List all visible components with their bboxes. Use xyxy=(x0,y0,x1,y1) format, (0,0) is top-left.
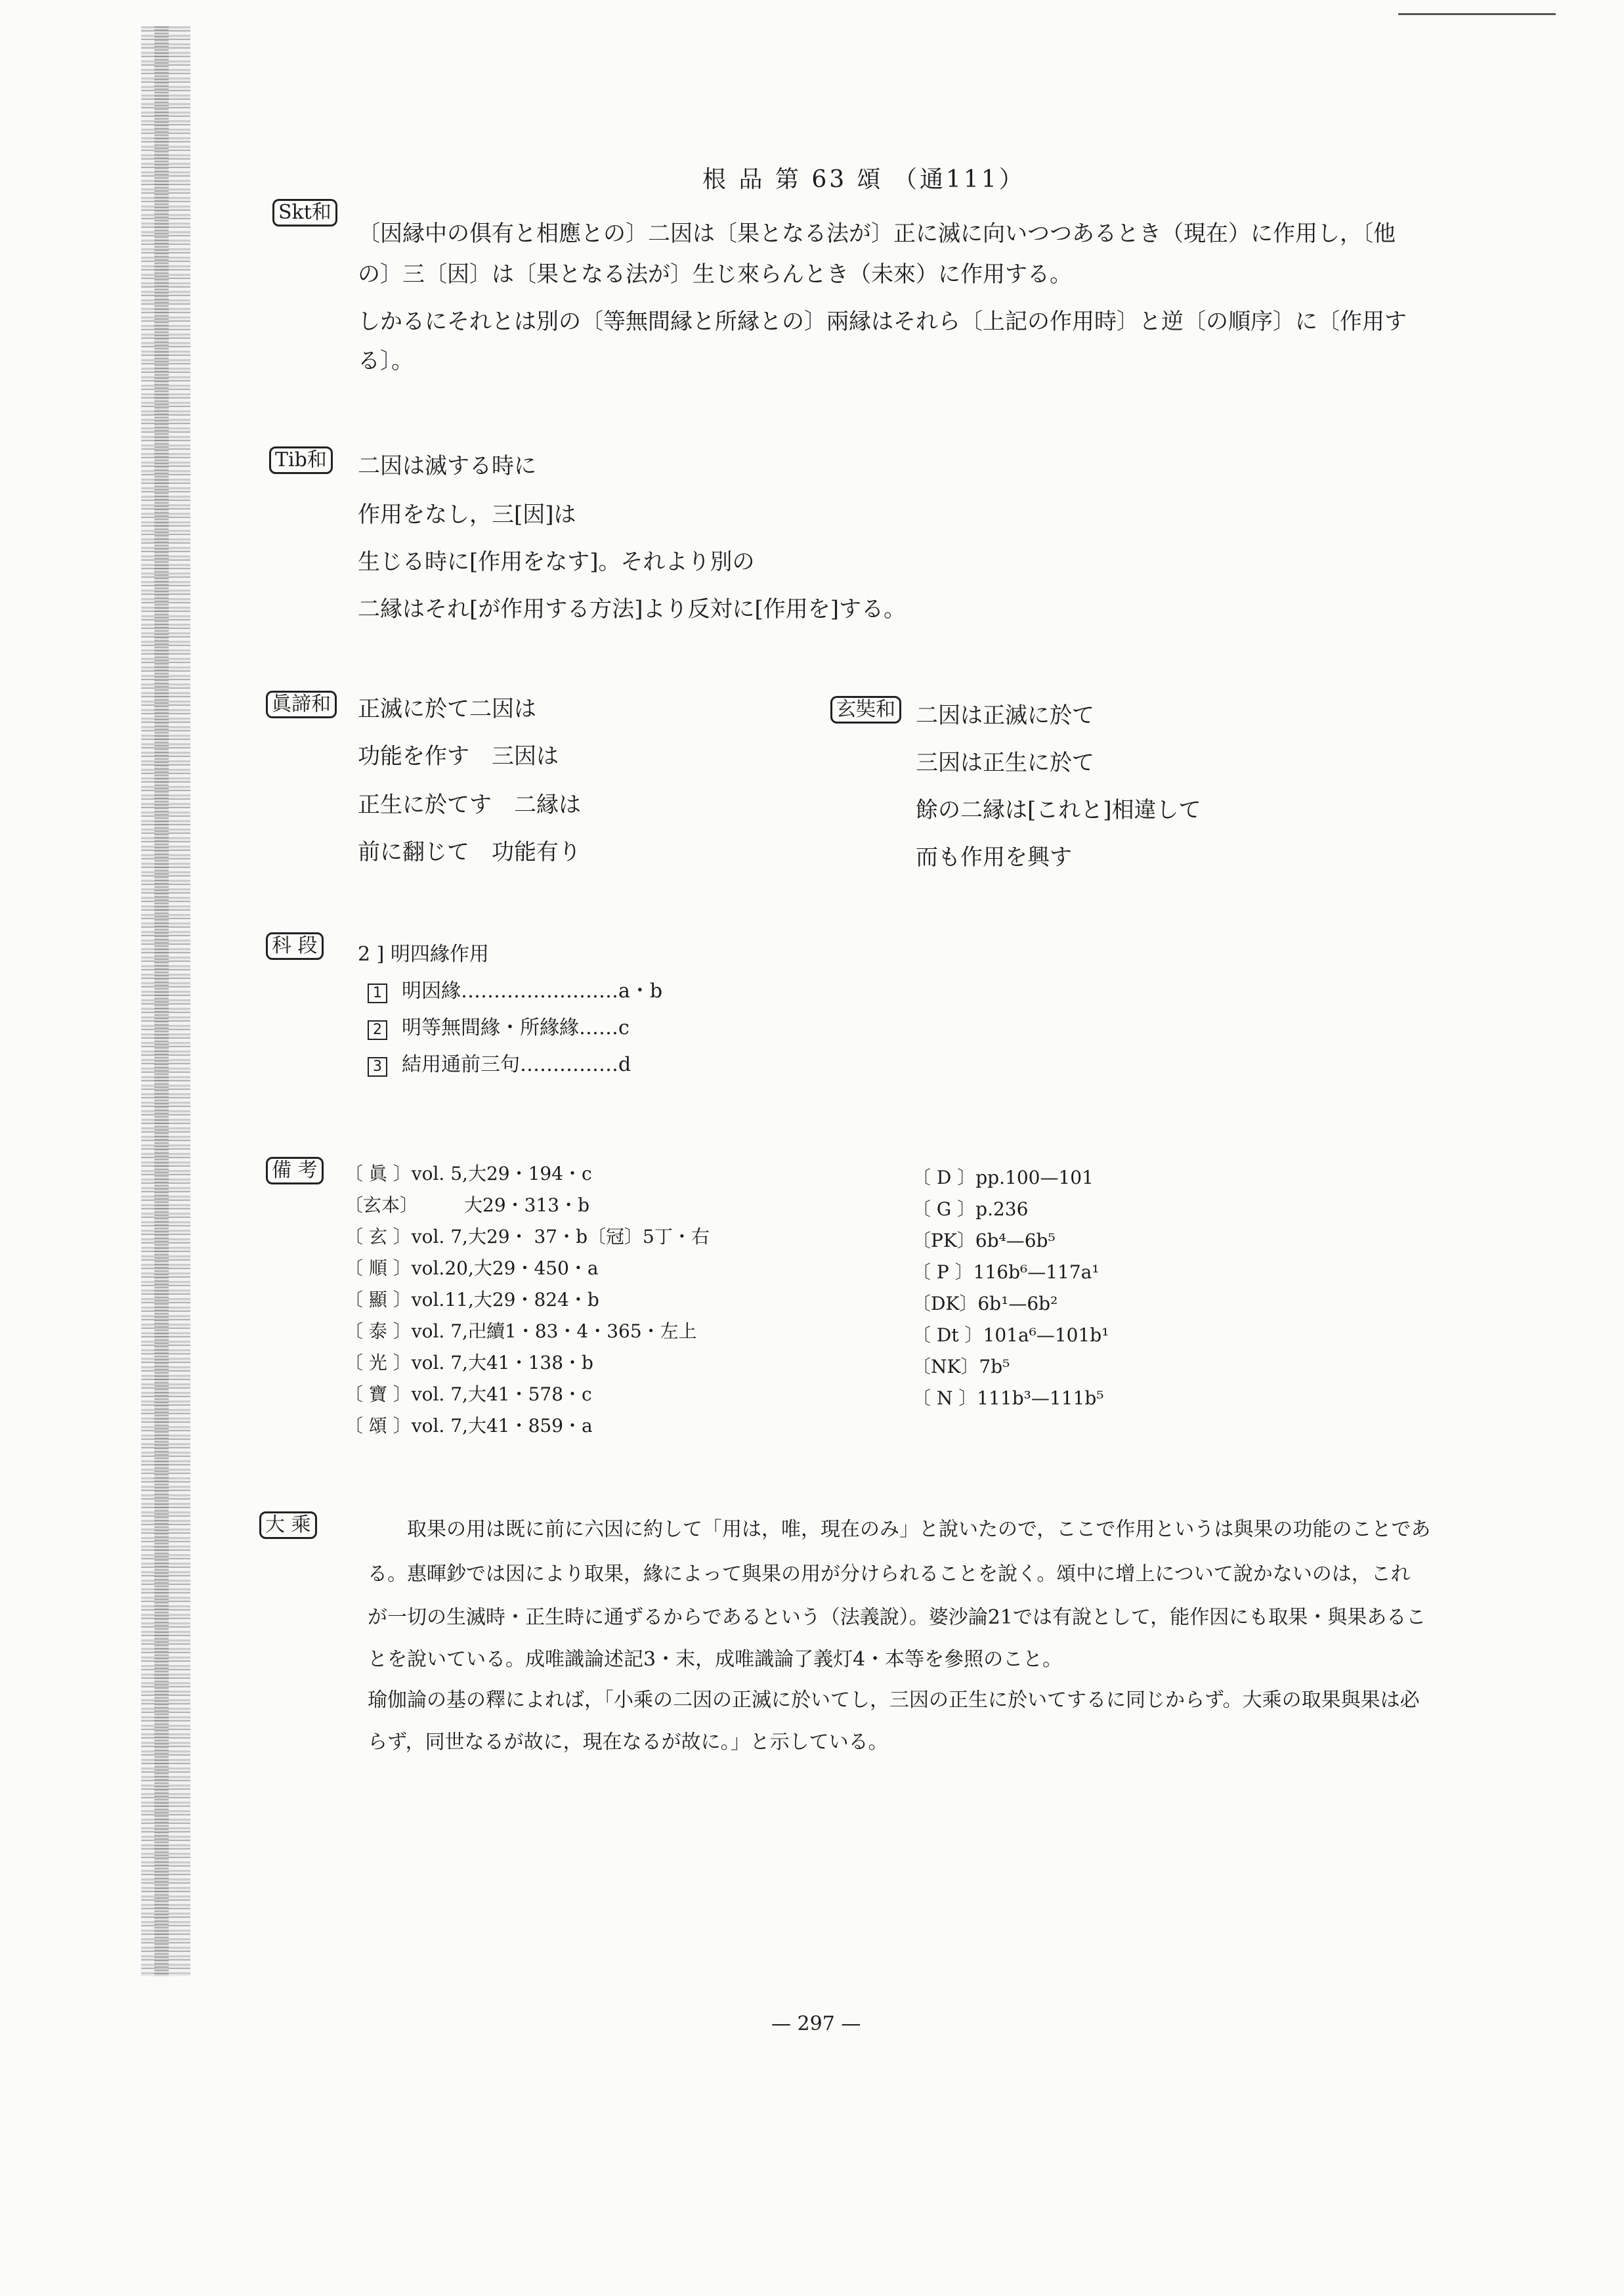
kadan-item-number: 2 xyxy=(368,1020,387,1040)
biko-ref-right: 〔 G 〕p.236 xyxy=(912,1198,1029,1220)
biko-ref-left: 〔 頌 〕vol. 7,大41・859・a xyxy=(345,1415,593,1437)
biko-ref-right: 〔DK〕6b¹—6b² xyxy=(912,1293,1058,1314)
kadan-heading: 2 ] 明四緣作用 xyxy=(358,943,489,966)
shintai-line: 正滅に於て二因は xyxy=(358,696,536,722)
genjo-line: 餘の二縁は[これと]相違して xyxy=(916,797,1201,823)
kadan-item xyxy=(368,974,662,1003)
biko-ref-left: 〔 泰 〕vol. 7,卍續1・83・4・365・左上 xyxy=(345,1320,697,1342)
shintai-line: 前に翻じて 功能有り xyxy=(358,839,581,865)
section-tag-kadan: 科 段 xyxy=(266,932,324,960)
section-tag-biko: 備 考 xyxy=(266,1157,324,1184)
biko-ref-right: 〔 D 〕pp.100—101 xyxy=(912,1167,1094,1188)
kadan-item xyxy=(368,1048,631,1077)
skt-line: る〕。 xyxy=(358,348,414,374)
page-number: — 297 — xyxy=(771,2012,861,2035)
tib-line: 生じる時に[作用をなす]。それより別の xyxy=(358,549,755,575)
biko-ref-right: 〔PK〕6b⁴—6b⁵ xyxy=(912,1230,1056,1251)
biko-ref-right: 〔 P 〕116b⁶—117a¹ xyxy=(912,1261,1100,1283)
daijo-line: が一切の生滅時・正生時に通ずるからであるという（法義說）。婆沙論21では有說として，能作因にも取果・與果あるこ xyxy=(368,1606,1426,1629)
scan-edge-binding xyxy=(154,26,169,1976)
daijo-line: らず，同世なるが故に，現在なるが故に。」と示している。 xyxy=(368,1731,888,1754)
section-tag-tib: Tib和 xyxy=(269,446,333,474)
shintai-line: 正生に於てす 二縁は xyxy=(358,792,581,818)
genjo-line: 而も作用を興す xyxy=(916,844,1072,871)
kadan-item-text: 結用通前三句……………d xyxy=(402,1053,631,1076)
genjo-line: 三因は正生に於て xyxy=(916,750,1094,776)
skt-line: の〕三〔因〕は〔果となる法が〕生じ來らんとき（未來）に作用する。 xyxy=(358,261,1072,288)
daijo-line: 瑜伽論の基の釋によれば，「小乘の二因の正滅に於いてし，三因の正生に於いてするに同じからず。大乘の取果與果は必 xyxy=(368,1689,1420,1712)
top-rule xyxy=(1398,13,1556,15)
daijo-line: とを說いている。成唯識論述記3・末，成唯識論了義灯4・本等を參照のこと。 xyxy=(368,1648,1063,1671)
biko-ref-left: 〔 光 〕vol. 7,大41・138・b xyxy=(345,1352,593,1374)
skt-line: 〔因縁中の俱有と相應との〕二因は〔果となる法が〕正に滅に向いつつあるとき（現在）に作用し，〔他 xyxy=(358,221,1396,247)
biko-ref-right: 〔 Dt 〕101a⁶—101b¹ xyxy=(912,1324,1109,1346)
biko-ref-left: 〔玄本〕 大29・313・b xyxy=(345,1194,589,1216)
page-title: 根 品 第 63 頌 （通111） xyxy=(702,166,1025,193)
tib-line: 二縁はそれ[が作用する方法]より反対に[作用を]する。 xyxy=(358,596,907,622)
biko-ref-right: 〔NK〕7b⁵ xyxy=(912,1356,1010,1377)
biko-ref-left: 〔 順 〕vol.20,大29・450・a xyxy=(345,1257,599,1279)
kadan-item-number: 3 xyxy=(368,1057,387,1077)
tib-line: 二因は滅する時に xyxy=(358,453,536,479)
genjo-line: 二因は正滅に於て xyxy=(916,703,1094,729)
tib-line: 作用をなし，三[因]は xyxy=(358,502,576,528)
kadan-item-text: 明因緣……………………a・b xyxy=(402,980,663,1003)
biko-ref-left: 〔 寶 〕vol. 7,大41・578・c xyxy=(345,1383,592,1405)
biko-ref-left: 〔 眞 〕vol. 5,大29・194・c xyxy=(345,1163,592,1184)
section-tag-skt: Skt和 xyxy=(272,199,337,227)
biko-ref-left: 〔 顯 〕vol.11,大29・824・b xyxy=(345,1289,599,1310)
biko-ref-left: 〔 玄 〕vol. 7,大29・ 37・b〔冠〕5丁・右 xyxy=(345,1226,710,1247)
section-tag-genjo: 玄奘和 xyxy=(830,696,901,724)
daijo-line: る。惠暉鈔では因により取果，緣によって與果の用が分けられることを說く。頌中に增上について說かないのは，これ xyxy=(368,1563,1411,1586)
section-tag-shintai: 眞諦和 xyxy=(266,691,337,718)
biko-ref-right: 〔 N 〕111b³—111b⁵ xyxy=(912,1387,1104,1409)
skt-line: しかるにそれとは別の〔等無間縁と所縁との〕兩縁はそれら〔上記の作用時〕と逆〔の順序〕に〔作用す xyxy=(358,309,1407,335)
daijo-line: 取果の用は既に前に六因に約して「用は，唯，現在のみ」と說いたので，ここで作用というは與果の功能のことであ xyxy=(407,1518,1431,1541)
shintai-line: 功能を作す 三因は xyxy=(358,743,559,769)
kadan-item xyxy=(368,1011,630,1040)
kadan-item-text: 明等無間緣・所緣緣……c xyxy=(402,1016,630,1039)
kadan-item-number: 1 xyxy=(368,984,387,1003)
section-tag-daijo: 大 乘 xyxy=(259,1511,317,1539)
